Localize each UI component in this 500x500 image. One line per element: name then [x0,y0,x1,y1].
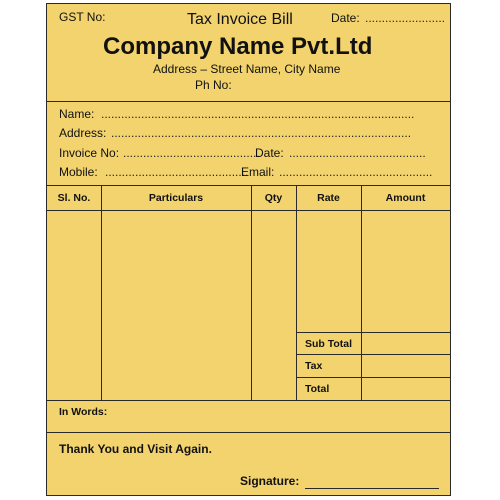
mobile-label: Mobile: [59,165,98,179]
invoice-no-dots: ......................................... [123,146,260,160]
tax-top-line [296,354,450,355]
subtotal-label: Sub Total [305,338,353,350]
signature-label: Signature: [240,474,300,488]
invoice-sheet [46,3,451,496]
col-header-particulars: Particulars [148,192,204,204]
header-date-dots: ........................ [365,11,446,25]
email-label: Email: [241,165,275,179]
company-name: Company Name Pvt.Ltd [103,33,373,60]
mobile-dots: ........................................... [105,165,249,179]
address-dots: .......................................................................................... [111,126,412,140]
header-date-label: Date: [331,11,360,25]
table-bottom-line [47,400,450,401]
total-label: Total [305,383,330,395]
in-words-bottom-line [47,432,450,433]
name-label: Name: [59,107,95,121]
thank-you-text: Thank You and Visit Again. [59,442,212,456]
total-top-line [296,377,450,378]
col-line-2 [251,185,252,400]
col-header-rate: Rate [317,192,340,204]
col-header-amount: Amount [385,192,426,204]
table-top-line [47,185,450,186]
invoice-title: Tax Invoice Bill [187,11,293,28]
subtotal-top-line [296,332,450,333]
address-label: Address: [59,126,107,140]
invoice-date-label: Date: [255,146,284,160]
table-header-line [47,210,450,211]
gst-label: GST No: [59,10,106,24]
col-line-1 [101,185,102,400]
invoice-no-label: Invoice No: [59,146,120,160]
company-address: Address – Street Name, City Name [153,62,341,76]
col-header-qty: Qty [264,192,283,204]
tax-label: Tax [305,360,323,372]
col-line-4 [361,185,362,400]
email-dots: .............................................. [279,165,433,179]
col-header-sl-no: Sl. No. [57,192,91,204]
signature-line [305,488,439,489]
invoice-date-dots: ......................................... [289,146,426,160]
in-words-label: In Words: [59,406,108,418]
name-dots: .............................................................................................. [101,107,415,121]
phone-label: Ph No: [195,78,232,92]
header-divider [47,101,450,102]
col-line-3 [296,185,297,400]
